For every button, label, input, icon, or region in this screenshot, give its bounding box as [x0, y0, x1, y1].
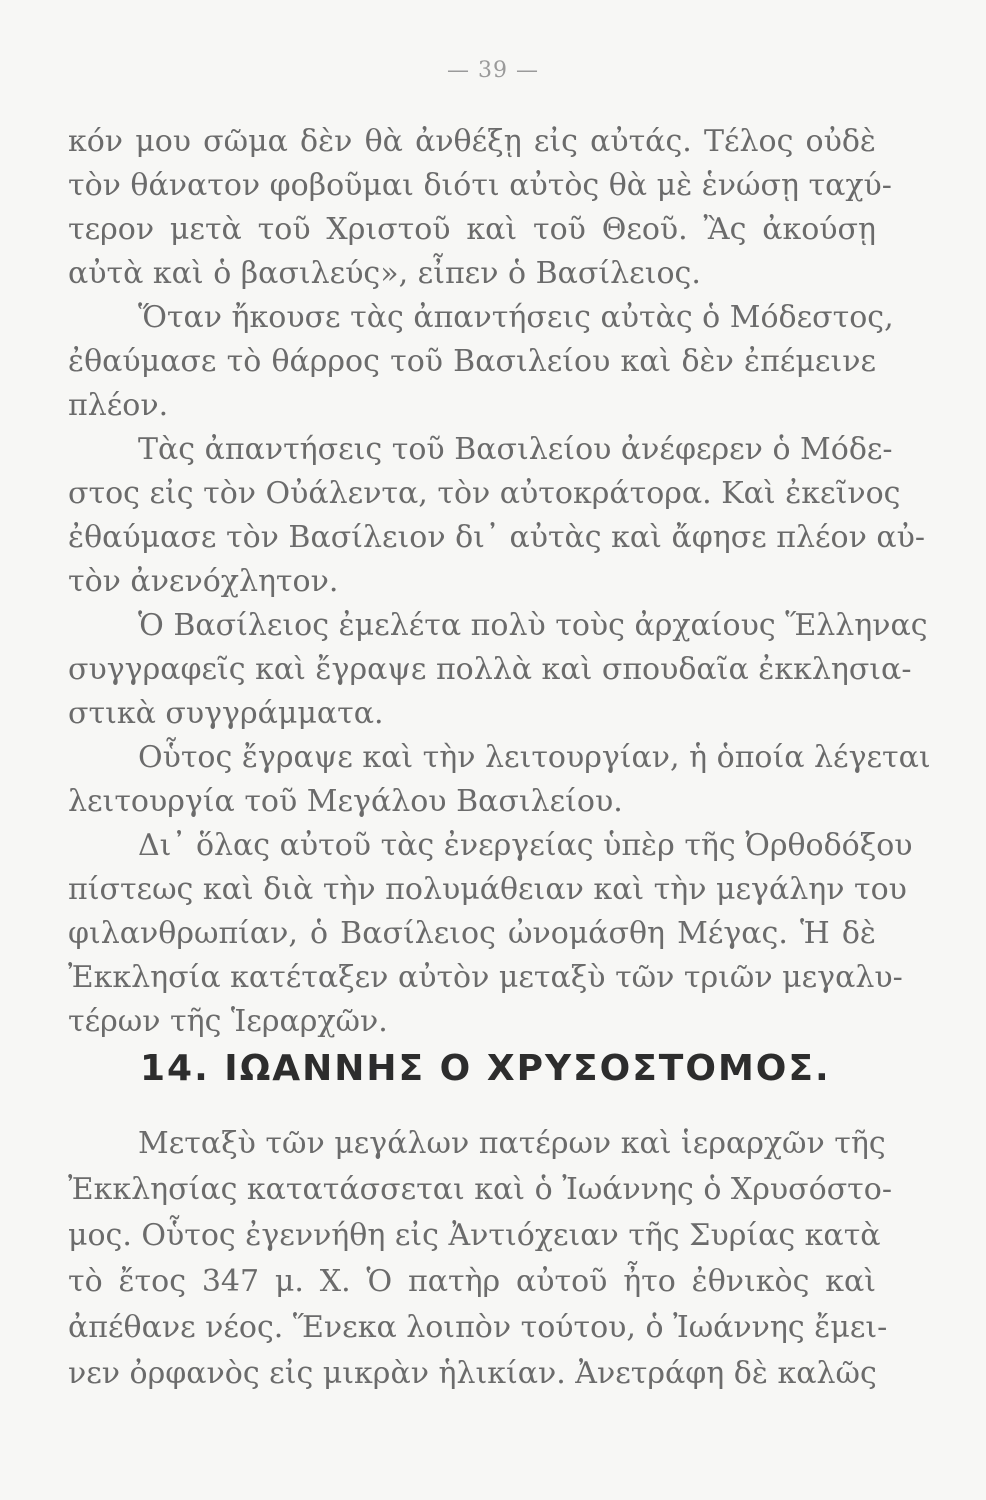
text-line: Ἐκκλησία κατέταξεν αὐτὸν μεταξὺ τῶν τριῶν μεγαλυ-: [68, 960, 903, 995]
text-line: τὸν ἀνενόχλητον.: [68, 564, 339, 599]
text-line: ἐθαύμασε τὸν Βασίλειον δι᾿ αὐτὰς καὶ ἄφησε πλέον αὐ-: [68, 520, 925, 555]
text-line: νεν ὀρφανὸς εἰς μικρὰν ἡλικίαν. Ἀνετράφη δὲ καλῶς: [68, 1356, 877, 1391]
text-line: Μεταξὺ τῶν μεγάλων πατέρων καὶ ἱεραρχῶν τῆς: [138, 1126, 886, 1161]
text-line: Τὰς ἀπαντήσεις τοῦ Βασιλείου ἀνέφερεν ὁ Μόδε-: [138, 432, 893, 467]
text-line: Ὅταν ἤκουσε τὰς ἀπαντήσεις αὐτὰς ὁ Μόδεστος,: [138, 300, 894, 335]
page-number: — 39 —: [447, 58, 539, 83]
text-line: τὸ ἔτος 347 μ. Χ. Ὁ πατὴρ αὐτοῦ ἦτο ἐθνικὸς καὶ: [68, 1264, 876, 1299]
text-line: ἐθαύμασε τὸ θάρρος τοῦ Βασιλείου καὶ δὲν ἐπέμεινε: [68, 344, 876, 379]
section-heading: 14. ΙΩΑΝΝΗΣ Ο ΧΡΥΣΟΣΤΟΜΟΣ.: [140, 1048, 831, 1089]
text-line: Δι᾿ ὅλας αὐτοῦ τὰς ἐνεργείας ὑπὲρ τῆς Ὀρθοδόξου: [138, 828, 913, 863]
text-line: αὐτὰ καὶ ὁ βασιλεύς», εἶπεν ὁ Βασίλειος.: [68, 256, 701, 291]
text-line: τερον μετὰ τοῦ Χριστοῦ καὶ τοῦ Θεοῦ. Ἂς ἀκούσῃ: [68, 212, 876, 247]
text-line: συγγραφεῖς καὶ ἔγραψε πολλὰ καὶ σπουδαῖα ἐκκλησια-: [68, 652, 912, 687]
text-line: μος. Οὗτος ἐγεννήθη εἰς Ἀντιόχειαν τῆς Συρίας κατὰ: [68, 1218, 881, 1253]
text-line: Οὗτος ἔγραψε καὶ τὴν λειτουργίαν, ἡ ὁποία λέγεται: [138, 740, 931, 775]
text-line: φιλανθρωπίαν, ὁ Βασίλειος ὠνομάσθη Μέγας. Ἡ δὲ: [68, 916, 876, 951]
text-line: πίστεως καὶ διὰ τὴν πολυμάθειαν καὶ τὴν μεγάλην του: [68, 872, 907, 907]
text-line: Ἐκκλησίας κατατάσσεται καὶ ὁ Ἰωάννης ὁ Χρυσόστο-: [68, 1172, 892, 1207]
text-line: πλέον.: [68, 388, 169, 423]
text-line: κόν μου σῶμα δὲν θὰ ἀνθέξῃ εἰς αὐτάς. Τέλος οὐδὲ: [68, 124, 876, 159]
text-line: Ὁ Βασίλειος ἐμελέτα πολὺ τοὺς ἀρχαίους Ἕλληνας: [138, 608, 928, 643]
text-line: λειτουργία τοῦ Μεγάλου Βασιλείου.: [68, 784, 623, 819]
text-line: στικὰ συγγράμματα.: [68, 696, 384, 731]
text-line: στος εἰς τὸν Οὐάλεντα, τὸν αὐτοκράτορα. Καὶ ἐκεῖνος: [68, 476, 901, 511]
text-line: τὸν θάνατον φοβοῦμαι διότι αὐτὸς θὰ μὲ ἑνώσῃ ταχύ-: [68, 168, 892, 203]
text-line: ἀπέθανε νέος. Ἕνεκα λοιπὸν τούτου, ὁ Ἰωάννης ἔμει-: [68, 1310, 888, 1345]
text-line: τέρων τῆς Ἱεραρχῶν.: [68, 1004, 388, 1039]
